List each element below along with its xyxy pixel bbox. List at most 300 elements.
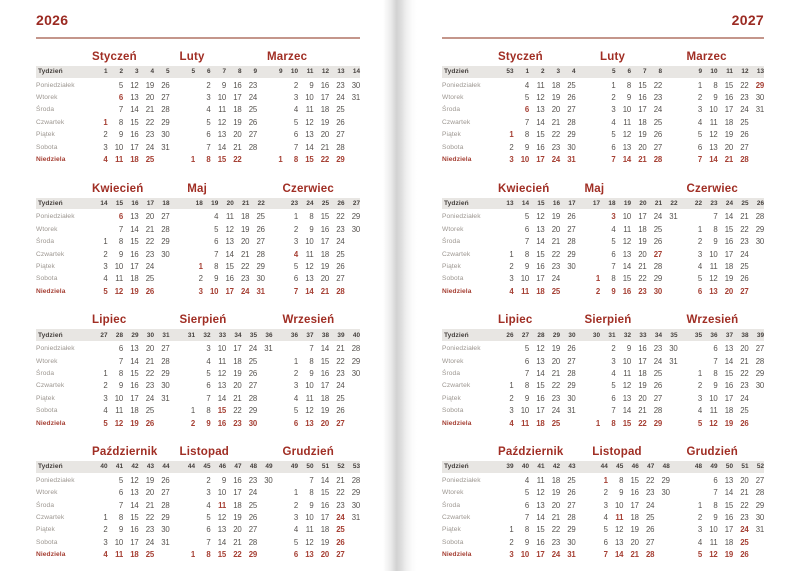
week-number: 38 [741, 331, 749, 339]
date-cell: 5 [293, 406, 298, 416]
date-cell: 27 [755, 475, 764, 485]
date-cell [154, 155, 170, 164]
date-cell: 27 [567, 356, 576, 366]
dates-group [180, 93, 258, 102]
date-cell: 8 [619, 475, 624, 485]
date-cell: 12 [130, 475, 139, 485]
dates-group [687, 357, 765, 366]
week-numbers-group [498, 68, 576, 75]
month-title: Sierpień [584, 314, 632, 327]
date-cell [662, 274, 678, 283]
month-titles-row [36, 46, 360, 63]
date-cell: 1 [103, 237, 108, 247]
date-cell: 21 [740, 488, 749, 498]
months-grid-2027 [442, 46, 764, 561]
date-cell: 5 [524, 488, 529, 498]
weekday-label: Piątek [442, 526, 461, 534]
date-cell: 11 [709, 406, 718, 416]
date-cell: 31 [755, 105, 764, 115]
week-number: 36 [290, 331, 298, 339]
weekday-row [442, 91, 764, 103]
date-cell: 4 [206, 500, 211, 510]
weekday-row [442, 248, 764, 260]
date-cell: 25 [653, 117, 662, 127]
dates-group [92, 419, 170, 428]
week-number: 47 [234, 463, 242, 471]
date-cell: 15 [320, 356, 329, 366]
date-cell: 24 [653, 356, 662, 366]
date-cell: 13 [536, 224, 545, 234]
date-cell [257, 381, 273, 390]
date-cell: 18 [130, 550, 139, 560]
year-label: 2027 [731, 12, 764, 28]
date-cell: 31 [567, 550, 576, 560]
week-number: 31 [162, 331, 170, 339]
date-cell: 20 [551, 356, 560, 366]
date-cell: 17 [724, 393, 733, 403]
weekday-label: Sobota [36, 275, 58, 283]
date-cell: 20 [233, 130, 242, 140]
date-cell: 8 [524, 249, 529, 259]
date-cell: 15 [217, 406, 226, 416]
date-cell: 30 [351, 80, 360, 90]
date-cell [267, 143, 283, 152]
dates-group [92, 118, 170, 127]
date-cell: 26 [653, 130, 662, 140]
date-cell: 15 [638, 80, 647, 90]
date-cell: 2 [206, 475, 211, 485]
date-cell: 20 [233, 381, 242, 391]
dates-group [283, 225, 361, 234]
date-cell: 24 [551, 550, 560, 560]
date-cell [687, 212, 703, 221]
date-cell: 14 [217, 393, 226, 403]
dates-group [592, 513, 670, 522]
dates-group [267, 155, 360, 164]
week-number: 9 [253, 68, 257, 76]
dates-group [92, 488, 170, 497]
week-number: 14 [100, 199, 108, 207]
dates-group [180, 538, 273, 547]
date-cell: 8 [214, 261, 219, 271]
date-cell: 9 [309, 500, 314, 510]
date-cell: 21 [240, 249, 250, 259]
dates-group [687, 274, 765, 283]
date-cell: 20 [240, 237, 250, 247]
dates-group [687, 406, 765, 415]
date-cell: 7 [697, 155, 702, 165]
week-number: 45 [203, 463, 211, 471]
date-cell: 12 [709, 550, 718, 560]
month-title: Wrzesień [686, 314, 739, 327]
date-cell: 19 [233, 513, 242, 523]
date-cell [654, 501, 670, 510]
month-title-slot [283, 446, 361, 458]
date-cell: 17 [638, 212, 647, 222]
date-cell: 12 [709, 418, 718, 428]
week-column-label: Tydzień [444, 199, 469, 207]
weekday-row [36, 342, 360, 354]
date-cell: 1 [697, 368, 702, 378]
week-numbers-group [283, 463, 361, 470]
date-cell: 23 [653, 93, 662, 103]
date-cell: 4 [293, 249, 298, 259]
date-cell [662, 250, 678, 259]
date-cell: 26 [653, 237, 662, 247]
dates-group [687, 237, 765, 246]
week-number: 11 [306, 68, 314, 76]
date-cell: 13 [130, 488, 139, 498]
date-cell [585, 406, 601, 415]
week-numbers-group [687, 463, 765, 470]
date-cell: 4 [524, 80, 529, 90]
week-header-row [36, 329, 360, 341]
date-cell: 19 [551, 344, 560, 354]
weekday-row [36, 223, 360, 235]
dates-group [92, 274, 170, 283]
week-numbers-group [498, 332, 576, 339]
date-cell: 4 [206, 356, 211, 366]
date-cell: 25 [645, 513, 655, 523]
date-cell: 3 [509, 155, 514, 165]
dates-group [600, 155, 662, 164]
date-cell: 11 [709, 117, 718, 127]
date-cell: 16 [724, 93, 733, 103]
date-cell: 18 [130, 155, 139, 165]
date-cell: 22 [551, 525, 560, 535]
date-cell: 23 [551, 261, 560, 271]
date-cell: 8 [309, 212, 314, 222]
date-cell [345, 550, 361, 559]
date-cell: 14 [622, 261, 631, 271]
date-cell: 30 [351, 224, 360, 234]
date-cell [749, 406, 765, 415]
week-number: 5 [191, 68, 195, 76]
date-cell: 25 [551, 418, 560, 428]
week-numbers-group [92, 463, 170, 470]
date-cell [345, 538, 361, 547]
month-titles-row [36, 441, 360, 458]
month-title: Czerwiec [282, 182, 334, 195]
date-cell: 19 [130, 418, 139, 428]
date-cell: 18 [724, 261, 733, 271]
date-cell: 25 [336, 525, 345, 535]
date-cell: 14 [724, 356, 733, 366]
dates-group [187, 274, 265, 283]
month-title-slot [687, 314, 765, 326]
month-title: Luty [179, 51, 205, 63]
date-cell [654, 538, 670, 547]
dates-group [180, 130, 258, 139]
date-cell: 26 [567, 212, 576, 222]
date-cell: 1 [509, 381, 514, 391]
date-cell: 5 [293, 261, 298, 271]
date-cell [345, 394, 361, 403]
dates-group [187, 287, 265, 296]
date-cell: 13 [305, 130, 314, 140]
date-cell [154, 550, 170, 559]
date-cell [345, 419, 361, 428]
weekday-row [36, 141, 360, 153]
week-number: 28 [537, 331, 545, 339]
date-cell: 26 [161, 80, 170, 90]
date-cell: 12 [305, 117, 314, 127]
dates-group [592, 501, 670, 510]
date-cell: 7 [713, 212, 718, 222]
dates-group [498, 287, 576, 296]
dates-group [92, 105, 170, 114]
month-title-slot [687, 183, 765, 195]
date-cell: 26 [567, 93, 576, 103]
date-cell: 3 [293, 513, 298, 523]
date-cell: 7 [309, 475, 314, 485]
weekday-row [36, 536, 360, 548]
month-row [36, 46, 360, 166]
date-cell: 10 [520, 550, 529, 560]
date-cell: 31 [264, 344, 273, 354]
date-cell: 15 [130, 513, 139, 523]
weekday-label: Czwartek [442, 250, 471, 258]
date-cell: 30 [161, 130, 170, 140]
date-cell [498, 93, 514, 102]
date-cell: 29 [755, 80, 764, 90]
date-cell: 25 [653, 224, 662, 234]
dates-group [498, 406, 576, 415]
date-cell: 30 [161, 249, 170, 259]
dates-group [585, 212, 678, 221]
dates-group [687, 344, 765, 353]
date-cell: 9 [118, 249, 123, 259]
date-cell: 25 [145, 406, 154, 416]
date-cell: 16 [536, 142, 545, 152]
date-cell [257, 406, 273, 415]
dates-group [600, 93, 662, 102]
date-cell: 19 [320, 261, 329, 271]
dates-group [92, 394, 170, 403]
date-cell [749, 419, 765, 428]
date-cell: 5 [697, 130, 702, 140]
date-cell: 23 [248, 80, 257, 90]
date-cell: 10 [520, 406, 529, 416]
date-cell: 4 [509, 286, 514, 296]
date-cell: 11 [709, 261, 718, 271]
date-cell: 26 [740, 550, 749, 560]
dates-group [687, 513, 765, 522]
date-cell: 25 [145, 274, 154, 284]
date-cell: 15 [130, 237, 139, 247]
week-number: 23 [290, 199, 298, 207]
week-number: 52 [337, 463, 345, 471]
date-cell: 27 [567, 500, 576, 510]
week-number: 2 [119, 68, 123, 76]
date-cell: 27 [256, 237, 265, 247]
date-cell: 13 [622, 393, 631, 403]
dates-group [687, 250, 765, 259]
week-number: 19 [211, 199, 219, 207]
date-cell: 8 [524, 381, 529, 391]
weekday-row [36, 355, 360, 367]
date-cell [257, 538, 273, 547]
date-cell: 4 [697, 537, 702, 547]
date-cell: 28 [653, 155, 662, 165]
date-cell: 18 [638, 368, 647, 378]
date-cell: 16 [638, 344, 647, 354]
date-cell: 28 [653, 261, 662, 271]
date-cell: 15 [536, 130, 545, 140]
weekday-label: Sobota [442, 275, 464, 283]
date-cell: 5 [524, 212, 529, 222]
date-cell: 20 [233, 525, 242, 535]
month-title-slot [92, 51, 170, 63]
month-title: Marzec [686, 51, 727, 63]
date-cell [180, 369, 196, 378]
date-cell: 3 [293, 237, 298, 247]
date-cell [180, 501, 196, 510]
dates-group [180, 525, 273, 534]
date-cell [749, 118, 765, 127]
date-cell: 6 [206, 525, 211, 535]
week-number: 48 [662, 463, 670, 471]
date-cell: 27 [653, 249, 662, 259]
dates-group [498, 250, 576, 259]
weekday-label: Niedziela [442, 551, 472, 559]
date-cell: 2 [103, 525, 108, 535]
weekday-label: Niedziela [36, 419, 66, 427]
date-cell: 6 [214, 237, 219, 247]
date-cell: 9 [713, 381, 718, 391]
week-number: 23 [710, 199, 718, 207]
date-cell: 22 [336, 212, 345, 222]
date-cell [257, 394, 273, 403]
week-number: 44 [187, 463, 195, 471]
dates-group [267, 81, 360, 90]
date-cell: 20 [320, 550, 329, 560]
date-cell: 18 [551, 80, 560, 90]
date-cell: 20 [551, 500, 560, 510]
date-cell: 9 [713, 93, 718, 103]
date-cell [662, 369, 678, 378]
date-cell: 15 [724, 500, 733, 510]
week-number: 35 [694, 331, 702, 339]
week-number: 43 [568, 463, 576, 471]
date-cell: 11 [305, 393, 314, 403]
week-number: 20 [226, 199, 234, 207]
date-cell [345, 525, 361, 534]
date-cell: 23 [336, 368, 345, 378]
dates-group [687, 225, 765, 234]
week-number: 24 [725, 199, 733, 207]
week-number: 33 [218, 331, 226, 339]
week-number: 42 [552, 463, 560, 471]
page-header-2027 [442, 12, 764, 39]
date-cell: 20 [630, 537, 639, 547]
weekday-label: Niedziela [442, 287, 472, 295]
date-cell: 31 [161, 142, 170, 152]
date-cell: 8 [118, 117, 123, 127]
date-cell: 13 [305, 550, 314, 560]
date-cell: 30 [669, 344, 678, 354]
date-cell: 3 [611, 356, 616, 366]
date-cell [654, 513, 670, 522]
week-numbers-group [187, 200, 265, 207]
date-cell: 17 [536, 155, 545, 165]
date-cell: 25 [740, 537, 749, 547]
date-cell: 8 [309, 488, 314, 498]
date-cell: 3 [293, 381, 298, 391]
dates-group [267, 143, 360, 152]
date-cell: 7 [713, 488, 718, 498]
date-cell: 2 [509, 537, 514, 547]
date-cell: 27 [567, 105, 576, 115]
date-cell [560, 419, 576, 428]
date-cell: 16 [536, 537, 545, 547]
date-cell: 11 [305, 525, 314, 535]
week-number: 27 [352, 199, 360, 207]
date-cell: 4 [103, 550, 108, 560]
week-number: 36 [710, 331, 718, 339]
date-cell: 28 [755, 488, 764, 498]
dates-group [498, 225, 576, 234]
date-cell [92, 93, 108, 102]
weekday-row [442, 380, 764, 392]
date-cell: 14 [225, 249, 234, 259]
week-number: 51 [741, 463, 749, 471]
date-cell: 4 [697, 117, 702, 127]
date-cell: 12 [614, 525, 624, 535]
week-number: 6 [206, 68, 211, 76]
date-cell: 19 [233, 368, 242, 378]
date-cell: 26 [161, 475, 170, 485]
month-title-slot [585, 183, 678, 195]
week-number: 13 [756, 68, 764, 76]
date-cell [662, 237, 678, 246]
date-cell [662, 419, 678, 428]
date-cell: 9 [524, 537, 529, 547]
date-cell: 15 [630, 475, 639, 485]
week-number: 34 [234, 331, 242, 339]
date-cell: 10 [114, 261, 123, 271]
date-cell [257, 488, 273, 497]
date-cell [180, 476, 196, 485]
date-cell: 21 [336, 475, 345, 485]
dates-group [498, 394, 576, 403]
date-cell: 17 [536, 550, 545, 560]
date-cell: 25 [551, 286, 560, 296]
date-cell: 29 [567, 249, 576, 259]
date-cell: 14 [130, 105, 139, 115]
date-cell: 8 [611, 418, 616, 428]
date-cell: 26 [248, 368, 257, 378]
date-cell: 8 [206, 406, 211, 416]
date-cell: 8 [118, 368, 123, 378]
week-numbers-group [92, 68, 170, 75]
date-cell: 4 [103, 406, 108, 416]
dates-group [585, 381, 678, 390]
week-number: 26 [506, 331, 514, 339]
week-number: 1 [103, 68, 108, 76]
date-cell: 18 [638, 117, 647, 127]
date-cell: 28 [336, 142, 345, 152]
date-cell: 19 [724, 418, 733, 428]
week-number: 27 [100, 331, 108, 339]
month-title: Wrzesień [282, 314, 335, 327]
date-cell: 28 [161, 500, 170, 510]
date-cell: 4 [611, 368, 616, 378]
date-cell: 4 [214, 212, 219, 222]
date-cell: 25 [256, 212, 265, 222]
date-cell: 10 [614, 500, 624, 510]
date-cell: 19 [240, 224, 250, 234]
